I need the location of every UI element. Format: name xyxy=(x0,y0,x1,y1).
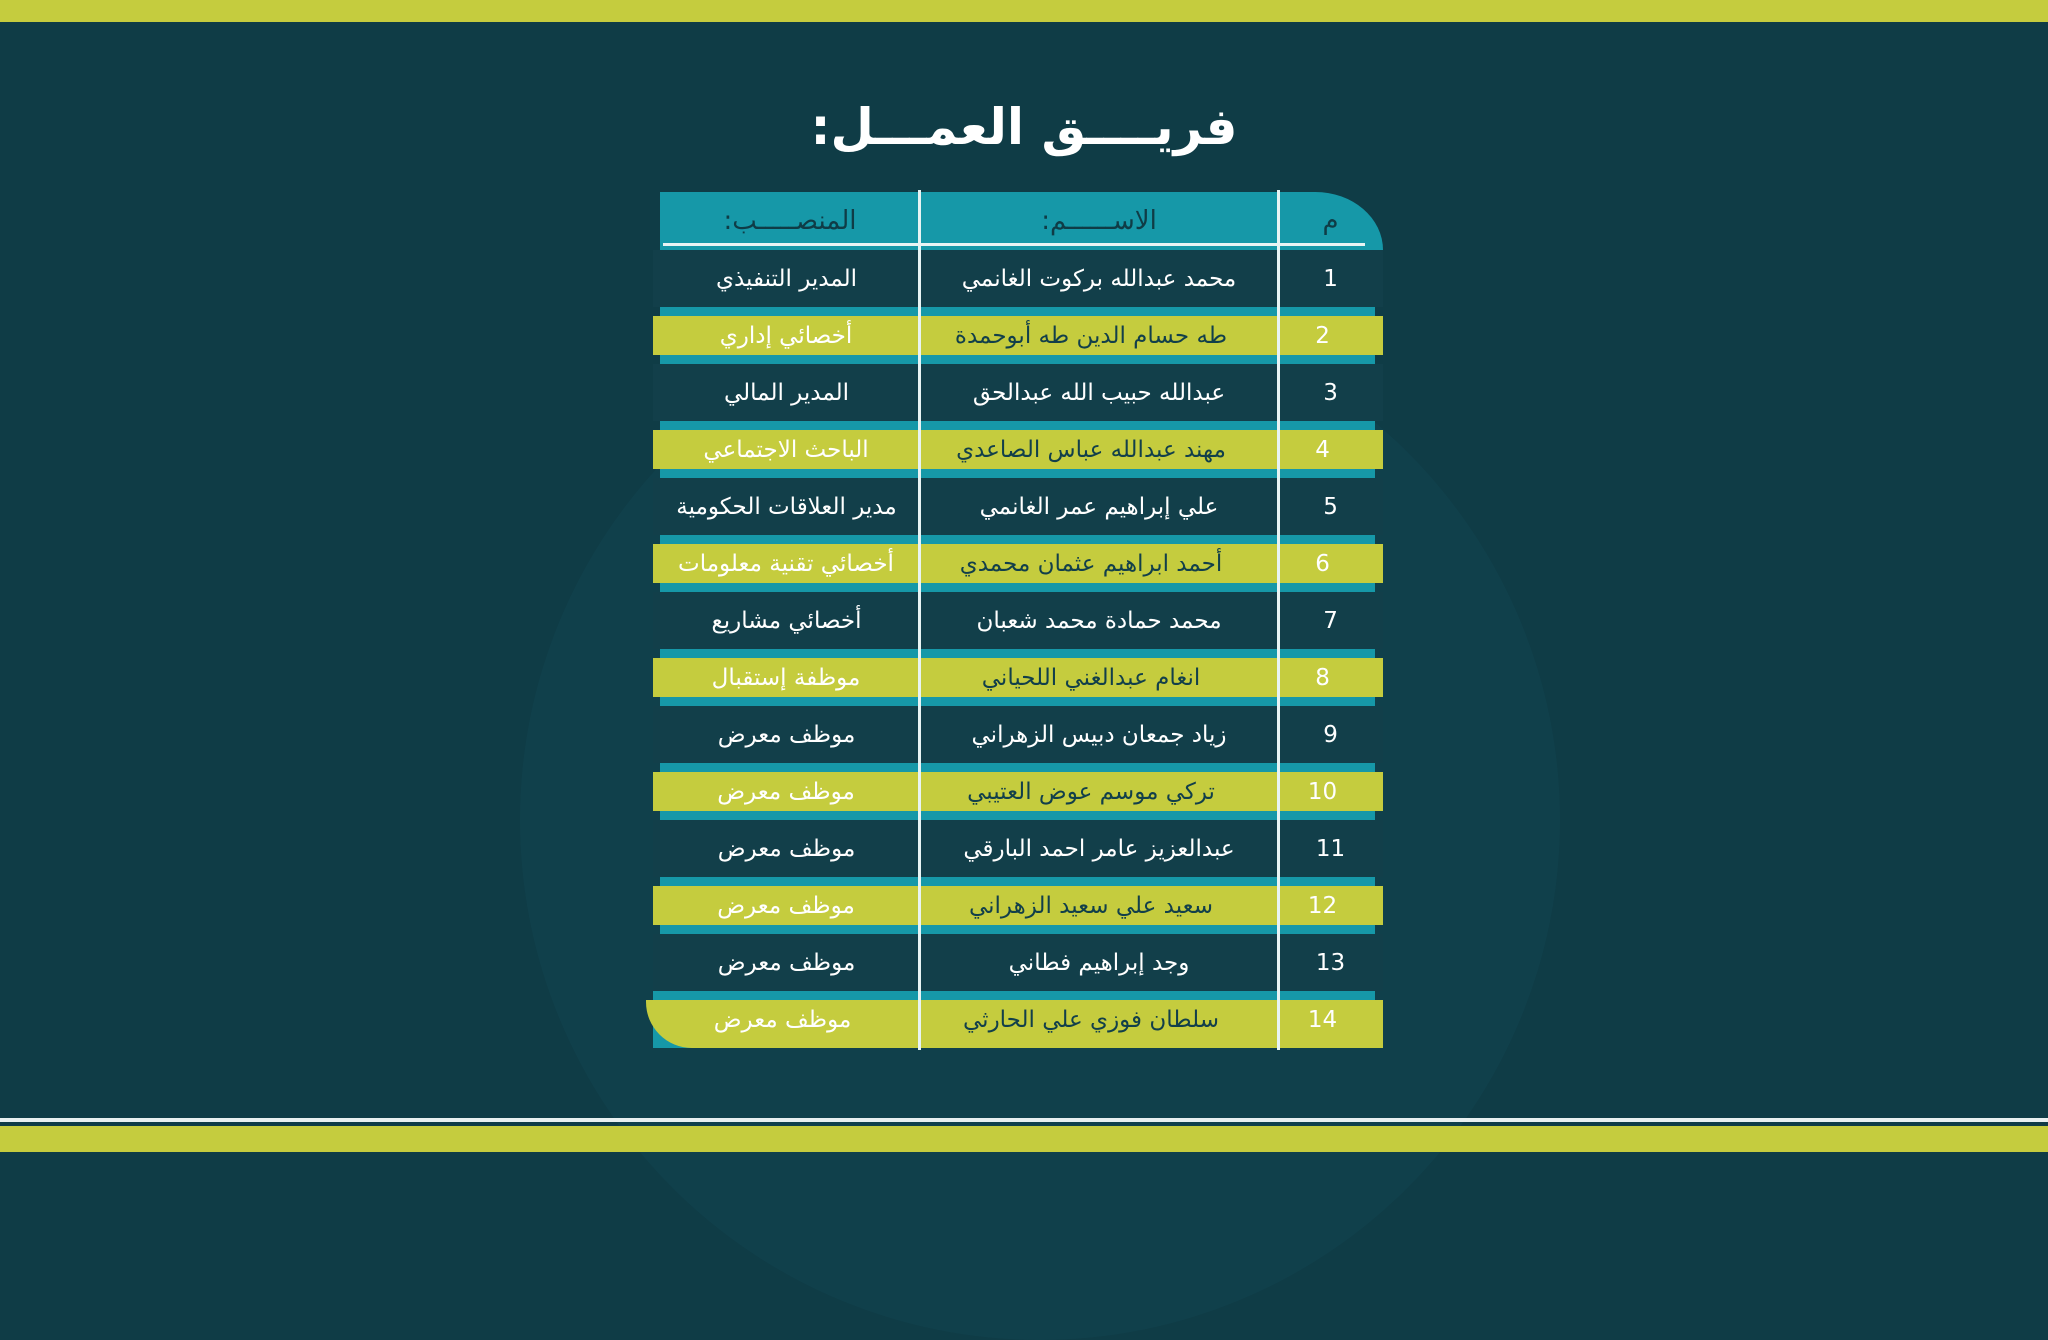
row-number: 2 xyxy=(1315,322,1330,349)
member-name: سعيد علي سعيد الزهراني xyxy=(968,892,1214,919)
member-position: مدير العلاقات الحكومية xyxy=(676,493,897,520)
row-number: 5 xyxy=(1323,493,1338,520)
team-table xyxy=(653,192,1383,1048)
table-row xyxy=(653,364,1383,421)
page-title: فريــــق العمـــل: xyxy=(810,98,1238,156)
member-name: سلطان فوزي علي الحارثي xyxy=(963,1006,1220,1033)
row-number: 3 xyxy=(1323,379,1338,406)
table-header xyxy=(660,192,1383,250)
header-position: المنصـــــب: xyxy=(723,206,857,236)
row-number: 4 xyxy=(1315,436,1330,463)
member-name: زياد جمعان دبيس الزهراني xyxy=(971,721,1227,748)
row-number: 11 xyxy=(1315,835,1346,862)
table-row xyxy=(653,250,1383,307)
table-row xyxy=(653,934,1383,991)
member-position: موظف معرض xyxy=(717,778,855,805)
table-row xyxy=(660,877,1375,934)
member-name: عبدالله حبيب الله عبدالحق xyxy=(972,379,1226,406)
member-name: تركي موسم عوض العتيبي xyxy=(967,778,1215,805)
member-name: أحمد ابراهيم عثمان محمدي xyxy=(959,550,1223,577)
member-position: موظف معرض xyxy=(717,892,855,919)
member-name: علي إبراهيم عمر الغانمي xyxy=(979,493,1219,520)
member-name: محمد عبدالله بركوت الغانمي xyxy=(961,265,1237,292)
row-number: 8 xyxy=(1315,664,1330,691)
member-name: عبدالعزيز عامر احمد البارقي xyxy=(963,835,1235,862)
table-row xyxy=(653,706,1383,763)
table-row xyxy=(653,478,1383,535)
row-number: 7 xyxy=(1323,607,1338,634)
column-divider xyxy=(918,190,921,1050)
member-position: أخصائي إداري xyxy=(719,322,853,349)
table-row xyxy=(660,307,1375,364)
member-position: أخصائي مشاريع xyxy=(711,607,862,634)
member-name: محمد حمادة محمد شعبان xyxy=(976,607,1222,634)
table-row xyxy=(653,991,1375,1048)
header-name: الاســــــم: xyxy=(1041,206,1157,236)
row-number: 6 xyxy=(1315,550,1330,577)
bottom-accent-bar xyxy=(0,1126,2048,1152)
header-num: م xyxy=(1322,206,1339,236)
member-name: طه حسام الدين طه أبوحمدة xyxy=(954,322,1228,349)
member-position: موظف معرض xyxy=(717,721,856,748)
member-position: المدير التنفيذي xyxy=(715,265,858,292)
table-row xyxy=(653,820,1383,877)
table-row xyxy=(660,535,1375,592)
member-position: موظف معرض xyxy=(713,1006,852,1033)
member-position: المدير المالي xyxy=(723,379,850,406)
member-position: موظف معرض xyxy=(717,949,856,976)
table-row xyxy=(660,421,1375,478)
member-name: مهند عبدالله عباس الصاعدي xyxy=(956,436,1226,463)
member-position: موظف معرض xyxy=(717,835,856,862)
member-name: انغام عبدالغني اللحياني xyxy=(981,664,1201,691)
row-number: 9 xyxy=(1323,721,1338,748)
member-position: أخصائي تقنية معلومات xyxy=(678,550,894,577)
member-position: الباحث الاجتماعي xyxy=(703,436,869,463)
table-row xyxy=(653,592,1383,649)
column-divider xyxy=(1277,190,1280,1050)
bottom-divider xyxy=(0,1118,2048,1122)
member-position: موظفة إستقبال xyxy=(711,664,861,691)
table-row xyxy=(660,649,1375,706)
row-number: 14 xyxy=(1307,1006,1338,1033)
top-accent-bar xyxy=(0,0,2048,22)
row-number: 12 xyxy=(1307,892,1338,919)
row-number: 10 xyxy=(1307,778,1338,805)
member-name: وجد إبراهيم فطاني xyxy=(1008,949,1190,976)
row-number: 13 xyxy=(1315,949,1346,976)
row-number: 1 xyxy=(1323,265,1338,292)
table-row xyxy=(660,763,1375,820)
